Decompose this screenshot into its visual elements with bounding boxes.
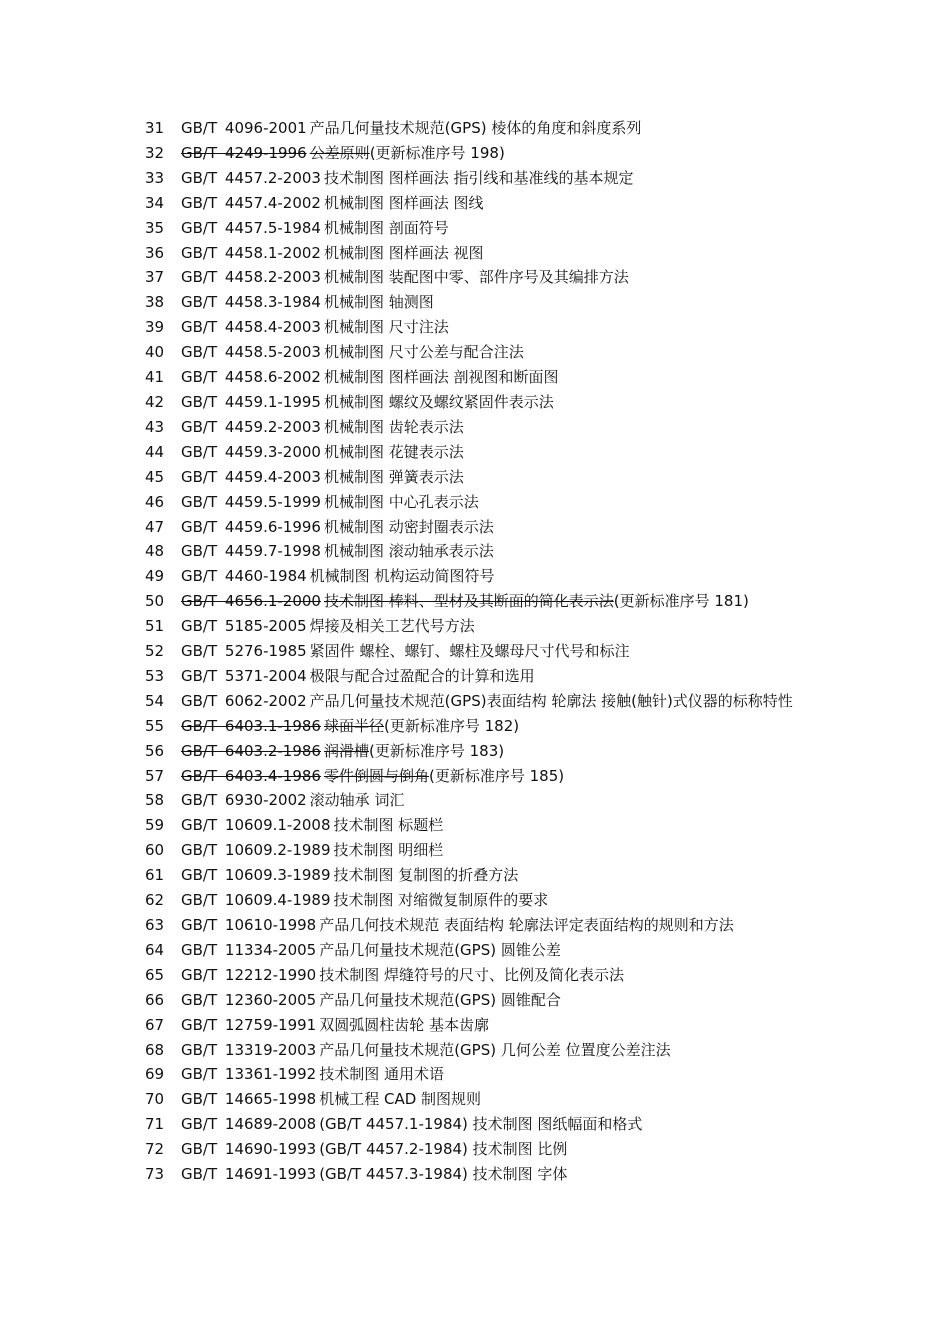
standard-title: (GB/T 4457.2-1984) 技术制图 比例	[319, 1140, 568, 1159]
standard-code: GB/T 6403.1-1986	[181, 716, 321, 735]
standard-code: GB/T 5371-2004	[181, 666, 307, 685]
standard-title: 机械制图 图样画法 视图	[323, 243, 484, 262]
update-note: (更新标准序号 185)	[429, 766, 565, 785]
standard-title: 机械制图 尺寸公差与配合注法	[323, 343, 524, 362]
item-number: 66	[145, 990, 165, 1009]
standard-code: GB/T 14690-1993	[181, 1140, 317, 1159]
item-number: 53	[145, 666, 165, 685]
standard-code: GB/T 4460-1984	[181, 567, 307, 586]
list-item	[145, 390, 815, 415]
standard-code: GB/T 14689-2008	[181, 1115, 317, 1134]
standard-title: (GB/T 4457.3-1984) 技术制图 字体	[319, 1165, 568, 1184]
standard-code: GB/T 12212-1990	[181, 965, 317, 984]
list-item	[145, 938, 815, 963]
standard-code: GB/T 12360-2005	[181, 990, 317, 1009]
standard-code: GB/T 4458.2-2003	[181, 268, 321, 287]
list-item	[145, 116, 815, 141]
standard-code: GB/T 10610-1998	[181, 916, 317, 934]
list-item	[145, 689, 815, 714]
list-item	[145, 1112, 815, 1137]
standard-title: 极限与配合过盈配合的计算和选用	[309, 666, 535, 685]
item-number: 33	[145, 168, 165, 187]
standard-code: GB/T 14665-1998	[181, 1090, 317, 1109]
standard-title: 技术制图 复制图的折叠方法	[333, 866, 519, 885]
standard-title: 机械制图 中心孔表示法	[323, 492, 479, 511]
list-item	[145, 664, 815, 689]
standard-title: 技术制图 对缩微复制原件的要求	[333, 891, 549, 910]
list-item	[145, 415, 815, 440]
standard-code: GB/T 6930-2002	[181, 791, 307, 810]
item-number: 42	[145, 392, 165, 411]
standard-title: 机械制图 图样画法 图线	[323, 193, 484, 212]
standard-code: GB/T 4459.7-1998	[181, 542, 321, 561]
list-item	[145, 963, 815, 988]
standard-code: GB/T 4458.1-2002	[181, 243, 321, 262]
standard-title: 技术制图 通用术语	[319, 1065, 444, 1084]
standard-title: 产品几何量技术规范(GPS) 棱体的角度和斜度系列	[309, 119, 642, 137]
standard-title: 产品几何技术规范 表面结构 轮廓法评定表面结构的规则和方法	[319, 916, 734, 934]
list-item	[145, 465, 815, 490]
update-note: (更新标准序号 181)	[613, 592, 749, 611]
standard-title: 产品几何量技术规范(GPS) 圆锥公差	[319, 940, 561, 959]
list-item-superseded	[145, 141, 815, 166]
standard-code: GB/T 10609.1-2008	[181, 816, 331, 835]
item-number: 48	[145, 542, 165, 561]
standard-title: 滚动轴承 词汇	[309, 791, 405, 810]
standard-code: GB/T 5185-2005	[181, 617, 307, 636]
item-number: 38	[145, 293, 165, 312]
list-item	[145, 216, 815, 241]
standard-title: 球面半径	[323, 716, 384, 735]
standard-code: GB/T 6062-2002	[181, 691, 307, 710]
item-number: 46	[145, 492, 165, 511]
standard-title: 双圆弧圆柱齿轮 基本齿廓	[319, 1015, 489, 1034]
list-item	[145, 639, 815, 664]
update-note: (更新标准序号 182)	[384, 716, 520, 735]
standard-title: 机械工程 CAD 制图规则	[319, 1090, 482, 1109]
list-item	[145, 241, 815, 266]
standard-title: 公差原则	[309, 143, 370, 162]
item-number: 34	[145, 193, 165, 212]
list-item	[145, 1013, 815, 1038]
item-number: 44	[145, 442, 165, 461]
item-number: 39	[145, 318, 165, 337]
list-item	[145, 265, 815, 290]
item-number: 45	[145, 467, 165, 486]
item-number: 36	[145, 243, 165, 262]
standard-code: GB/T 4458.3-1984	[181, 293, 321, 312]
list-item	[145, 166, 815, 191]
list-item	[145, 988, 815, 1013]
item-number: 64	[145, 940, 165, 959]
item-number: 63	[145, 916, 165, 934]
standard-title: 产品几何量技术规范(GPS) 圆锥配合	[319, 990, 561, 1009]
standard-code: GB/T 13361-1992	[181, 1065, 317, 1084]
list-item	[145, 1137, 815, 1162]
list-item-superseded	[145, 714, 815, 739]
standard-code: GB/T 14691-1993	[181, 1165, 317, 1184]
standard-code: GB/T 4458.6-2002	[181, 368, 321, 387]
standard-title: 零件倒圆与倒角	[323, 766, 429, 785]
list-item	[145, 1038, 815, 1063]
list-item	[145, 490, 815, 515]
standard-title: 技术制图 图样画法 指引线和基准线的基本规定	[323, 168, 634, 187]
standard-code: GB/T 4459.4-2003	[181, 467, 321, 486]
standard-code: GB/T 11334-2005	[181, 940, 317, 959]
standard-code: GB/T 4457.5-1984	[181, 218, 321, 237]
standard-title: 技术制图 棒料、型材及其断面的简化表示法	[323, 592, 614, 611]
standard-title: 机械制图 装配图中零、部件序号及其编排方法	[323, 268, 629, 287]
item-number: 52	[145, 642, 165, 661]
standard-title: 技术制图 焊缝符号的尺寸、比例及简化表示法	[319, 965, 624, 984]
standard-code: GB/T 4459.6-1996	[181, 517, 321, 536]
item-number: 47	[145, 517, 165, 536]
list-item	[145, 564, 815, 589]
standard-title: 机械制图 尺寸注法	[323, 318, 449, 337]
item-number: 59	[145, 816, 165, 835]
standard-code: GB/T 6403.4-1986	[181, 766, 321, 785]
standard-code: GB/T 4459.3-2000	[181, 442, 321, 461]
standard-code: GB/T 4249-1996	[181, 143, 307, 162]
item-number: 60	[145, 841, 165, 860]
standard-title: 机械制图 齿轮表示法	[323, 417, 464, 436]
standard-code: GB/T 10609.4-1989	[181, 891, 331, 910]
standard-code: GB/T 4656.1-2000	[181, 592, 321, 611]
item-number: 31	[145, 119, 165, 137]
item-number: 58	[145, 791, 165, 810]
list-item	[145, 788, 815, 813]
item-number: 72	[145, 1140, 165, 1159]
item-number: 50	[145, 592, 165, 611]
list-item	[145, 290, 815, 315]
list-item-superseded	[145, 589, 815, 614]
item-number: 70	[145, 1090, 165, 1109]
standard-code: GB/T 4457.2-2003	[181, 168, 321, 187]
list-item	[145, 838, 815, 863]
standard-code: GB/T 4459.5-1999	[181, 492, 321, 511]
standards-list	[145, 116, 815, 1187]
list-item	[145, 340, 815, 365]
list-item	[145, 614, 815, 639]
update-note: (更新标准序号 183)	[369, 741, 505, 760]
item-number: 51	[145, 617, 165, 636]
list-item	[145, 888, 815, 913]
item-number: 32	[145, 143, 165, 162]
standard-code: GB/T 4457.4-2002	[181, 193, 321, 212]
item-number: 56	[145, 741, 165, 760]
item-number: 67	[145, 1015, 165, 1034]
standard-title: 机械制图 弹簧表示法	[323, 467, 464, 486]
item-number: 55	[145, 716, 165, 735]
standard-code: GB/T 13319-2003	[181, 1040, 317, 1059]
standard-code: GB/T 4096-2001	[181, 119, 307, 137]
standard-title: 焊接及相关工艺代号方法	[309, 617, 475, 636]
list-item	[145, 440, 815, 465]
standard-code: GB/T 6403.2-1986	[181, 741, 321, 760]
standard-title: 机械制图 花键表示法	[323, 442, 464, 461]
standard-code: GB/T 10609.2-1989	[181, 841, 331, 860]
item-number: 62	[145, 891, 165, 910]
standard-title: 机械制图 动密封圈表示法	[323, 517, 494, 536]
standard-title: 机械制图 轴测图	[323, 293, 434, 312]
standard-code: GB/T 10609.3-1989	[181, 866, 331, 885]
list-item	[145, 1162, 815, 1187]
list-item	[145, 315, 815, 340]
list-item	[145, 191, 815, 216]
item-number: 65	[145, 965, 165, 984]
standard-title: 机械制图 图样画法 剖视图和断面图	[323, 368, 559, 387]
list-item	[145, 365, 815, 390]
item-number: 54	[145, 691, 165, 710]
item-number: 68	[145, 1040, 165, 1059]
list-item	[145, 913, 815, 938]
standard-code: GB/T 4459.1-1995	[181, 392, 321, 411]
standard-code: GB/T 12759-1991	[181, 1015, 317, 1034]
standard-title: (GB/T 4457.1-1984) 技术制图 图纸幅面和格式	[319, 1115, 643, 1134]
list-item-superseded	[145, 739, 815, 764]
standard-code: GB/T 5276-1985	[181, 642, 307, 661]
item-number: 69	[145, 1065, 165, 1084]
standard-title: 机械制图 剖面符号	[323, 218, 449, 237]
item-number: 57	[145, 766, 165, 785]
item-number: 71	[145, 1115, 165, 1134]
list-item-superseded	[145, 764, 815, 789]
standard-code: GB/T 4458.4-2003	[181, 318, 321, 337]
standard-title: 产品几何量技术规范(GPS)表面结构 轮廓法 接触(触针)式仪器的标称特性	[309, 691, 793, 710]
standard-title: 技术制图 明细栏	[333, 841, 444, 860]
item-number: 73	[145, 1165, 165, 1184]
item-number: 43	[145, 417, 165, 436]
standard-code: GB/T 4459.2-2003	[181, 417, 321, 436]
list-item	[145, 539, 815, 564]
item-number: 61	[145, 866, 165, 885]
standard-title: 机械制图 螺纹及螺纹紧固件表示法	[323, 392, 554, 411]
item-number: 37	[145, 268, 165, 287]
list-item	[145, 863, 815, 888]
standard-title: 紧固件 螺栓、螺钉、螺柱及螺母尺寸代号和标注	[309, 642, 630, 661]
update-note: (更新标准序号 198)	[369, 143, 505, 162]
list-item	[145, 1062, 815, 1087]
list-item	[145, 515, 815, 540]
standard-title: 机械制图 滚动轴承表示法	[323, 542, 494, 561]
standard-code: GB/T 4458.5-2003	[181, 343, 321, 362]
standard-title: 润滑槽	[323, 741, 369, 760]
list-item	[145, 1087, 815, 1112]
item-number: 41	[145, 368, 165, 387]
list-item	[145, 813, 815, 838]
item-number: 40	[145, 343, 165, 362]
item-number: 49	[145, 567, 165, 586]
standard-title: 技术制图 标题栏	[333, 816, 444, 835]
item-number: 35	[145, 218, 165, 237]
standard-title: 机械制图 机构运动简图符号	[309, 567, 495, 586]
standard-title: 产品几何量技术规范(GPS) 几何公差 位置度公差注法	[319, 1040, 671, 1059]
